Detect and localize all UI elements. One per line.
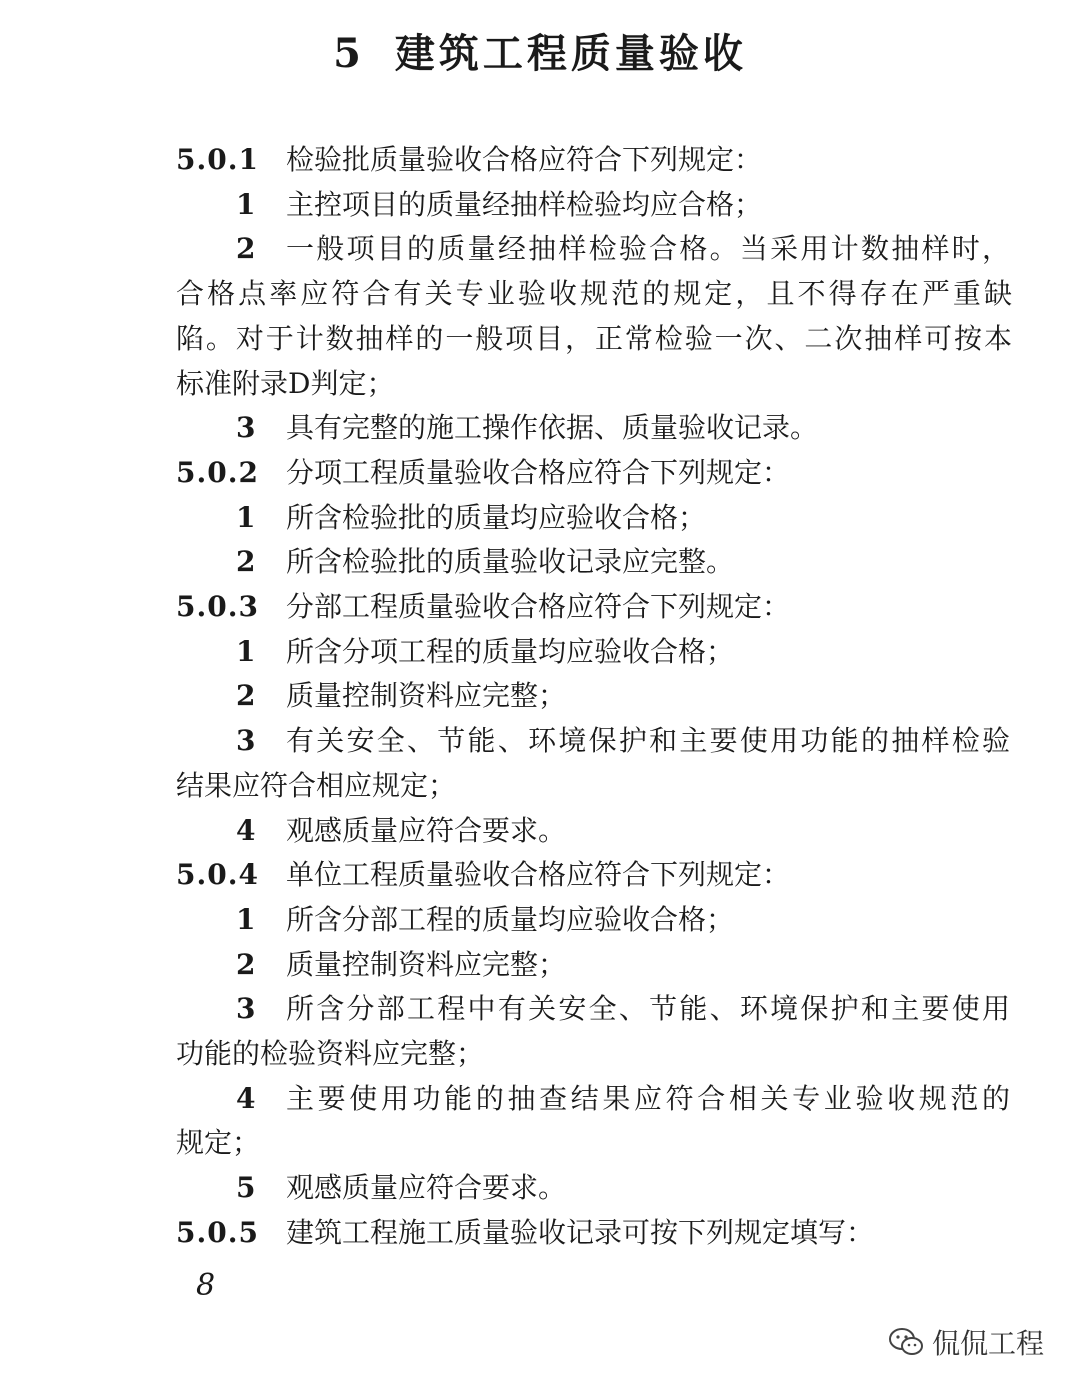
item-number: 4 [236, 1081, 256, 1115]
clause-text: 一般项目的质量经抽样检验合格。当采用计数抽样时， [286, 232, 1010, 266]
clause-text: 分项工程质量验收合格应符合下列规定： [286, 455, 791, 489]
clause-text: 所含分部工程中有关安全、节能、环境保护和主要使用 [286, 992, 1010, 1026]
clause-number: 5.0.2 [176, 455, 259, 489]
continuation-text: 规定； [176, 1126, 261, 1160]
clause-text: 观感质量应符合要求。 [286, 1171, 567, 1205]
item-number: 4 [236, 813, 256, 847]
item-number: 1 [236, 500, 256, 534]
watermark-text: 侃侃工程 [931, 1327, 1044, 1360]
item-number: 3 [236, 411, 256, 445]
clause-text: 建筑工程施工质量验收记录可按下列规定填写： [286, 1215, 875, 1249]
item-number: 3 [236, 992, 256, 1026]
chapter-number: 5 [333, 30, 365, 77]
clause-number: 5.0.1 [176, 143, 259, 176]
clause-text: 所含检验批的质量验收记录应完整。 [286, 545, 735, 579]
item-number: 3 [236, 724, 256, 758]
item-number: 2 [236, 545, 256, 579]
clause-text: 单位工程质量验收合格应符合下列规定： [286, 858, 791, 892]
clause-text: 具有完整的施工操作依据、质量验收记录。 [286, 411, 819, 445]
page-number: 8 [196, 1268, 216, 1303]
clause-text: 所含检验批的质量均应验收合格； [286, 500, 707, 534]
item-number: 1 [236, 187, 256, 221]
clause-text: 主控项目的质量经抽样检验均应合格； [286, 187, 763, 221]
continuation-text: 合格点率应符合有关专业验收规范的规定，且不得存在严重缺 [176, 277, 1012, 311]
continuation-text: 标准附录D判定； [176, 366, 395, 400]
clause-text: 主要使用功能的抽查结果应符合相关专业验收规范的 [286, 1081, 1010, 1115]
wechat-icon [888, 1327, 924, 1357]
clause-text: 分部工程质量验收合格应符合下列规定： [286, 590, 791, 623]
clause-text: 检验批质量验收合格应符合下列规定： [286, 143, 763, 176]
item-number: 2 [236, 232, 256, 266]
chapter-title-text: 建筑工程质量验收 [394, 30, 747, 77]
item-number: 1 [236, 902, 256, 936]
item-number: 2 [236, 679, 256, 713]
clause-text: 所含分部工程的质量均应验收合格； [286, 902, 735, 936]
continuation-text: 功能的检验资料应完整； [176, 1037, 485, 1070]
clause-text: 观感质量应符合要求。 [286, 813, 567, 847]
clause-text: 质量控制资料应完整； [286, 679, 567, 713]
clause-number: 5.0.5 [176, 1215, 259, 1249]
clause-number: 5.0.4 [176, 858, 259, 892]
clause-number: 5.0.3 [176, 590, 259, 623]
clause-text: 质量控制资料应完整； [286, 947, 567, 981]
clause-text: 有关安全、节能、环境保护和主要使用功能的抽样检验 [286, 724, 1010, 758]
watermark [888, 1322, 1044, 1362]
item-number: 2 [236, 947, 256, 981]
item-number: 1 [236, 634, 256, 668]
chapter-title [0, 22, 1080, 79]
clause-text: 所含分项工程的质量均应验收合格； [286, 634, 735, 668]
continuation-text: 结果应符合相应规定； [176, 768, 457, 802]
item-number: 5 [236, 1171, 256, 1205]
continuation-text: 陷。对于计数抽样的一般项目，正常检验一次、二次抽样可按本 [176, 321, 1012, 355]
